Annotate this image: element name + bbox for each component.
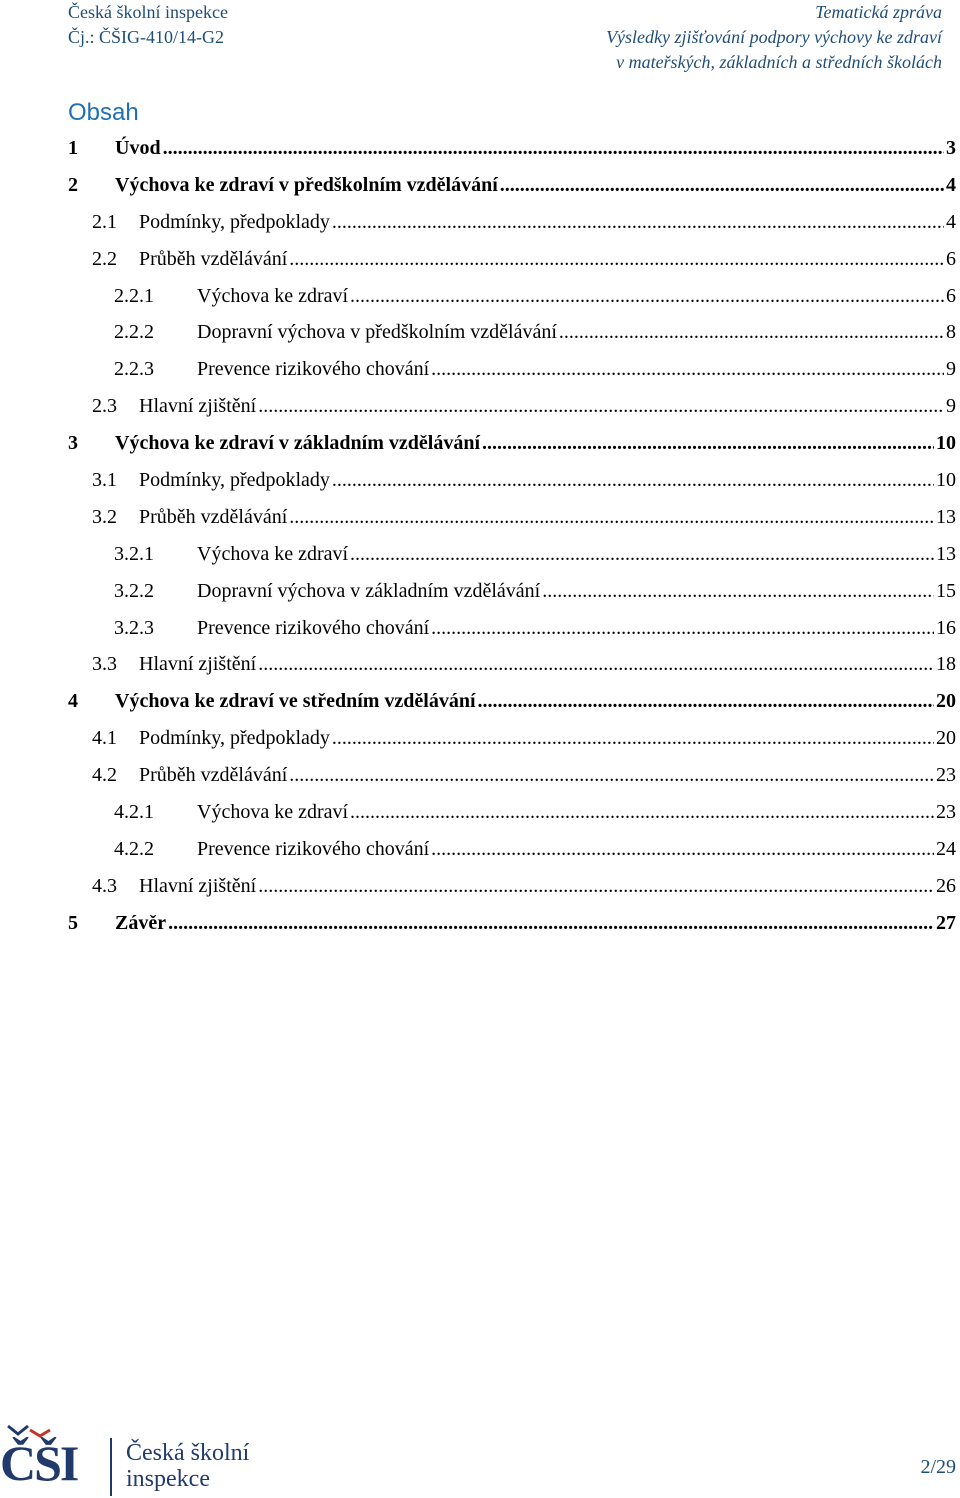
- toc-entry-number: 3.2.3: [114, 616, 154, 639]
- toc-entry-page: 9: [946, 395, 956, 418]
- toc-entry-title: Výchova ke zdraví: [197, 542, 349, 565]
- toc-entry[interactable]: [68, 794, 956, 831]
- toc-entry-number: 2.2: [92, 247, 117, 270]
- toc-entry[interactable]: [68, 610, 956, 647]
- csi-logo: [0, 1420, 270, 1498]
- toc-entry-leader: [500, 167, 944, 204]
- toc-entry-title: Hlavní zjištění: [139, 653, 257, 676]
- toc-entry-number: 2.2.2: [114, 321, 154, 344]
- toc-entry-page: 13: [936, 542, 956, 565]
- toc-entry-leader: [332, 204, 944, 241]
- toc-entry-title: Hlavní zjištění: [139, 395, 257, 418]
- toc-entry[interactable]: [68, 831, 956, 868]
- toc-entry-leader: [289, 499, 934, 536]
- toc-entry-number: 2.1: [92, 210, 117, 233]
- toc-entry-page: 9: [946, 358, 956, 381]
- header-right: [606, 0, 942, 75]
- toc-entry[interactable]: [68, 905, 956, 942]
- toc-entry-title: Výchova ke zdraví v předškolním vzdělávání: [115, 173, 498, 196]
- toc-entry-title: Výchova ke zdraví: [197, 801, 349, 824]
- toc-entry-number: 4.2.1: [114, 801, 154, 824]
- toc-entry-leader: [350, 536, 934, 573]
- toc-entry-number: 4.1: [92, 727, 117, 750]
- logo-letters: ČŠI: [0, 1435, 78, 1491]
- toc-entry[interactable]: [68, 351, 956, 388]
- toc-entry-number: 4: [68, 690, 78, 713]
- header-report-title-line2: v mateřských, základních a středních školách: [616, 52, 942, 72]
- toc-entry-page: 10: [936, 469, 956, 492]
- toc-entry-title: Dopravní výchova v předškolním vzdělávání: [197, 321, 557, 344]
- toc-entry-page: 13: [936, 505, 956, 528]
- toc-entry-leader: [332, 720, 934, 757]
- toc-entry[interactable]: [68, 388, 956, 425]
- toc-entry-number: 5: [68, 911, 78, 934]
- toc-entry-leader: [559, 314, 944, 351]
- toc-entry-number: 2: [68, 173, 78, 196]
- toc-entry-number: 3.3: [92, 653, 117, 676]
- toc-entry-page: 6: [946, 284, 956, 307]
- toc-entry-leader: [289, 757, 934, 794]
- toc-entry-title: Podmínky, předpoklady: [139, 210, 330, 233]
- toc-entry-title: Úvod: [115, 137, 161, 159]
- toc-entry[interactable]: [68, 757, 956, 794]
- toc-entry-page: 10: [936, 432, 956, 455]
- toc-entry[interactable]: [68, 646, 956, 683]
- toc-heading: Obsah: [68, 99, 139, 126]
- toc-entry[interactable]: [68, 536, 956, 573]
- toc-entry-page: 4: [946, 173, 956, 196]
- toc-entry-title: Hlavní zjištění: [139, 874, 257, 897]
- toc-entry[interactable]: [68, 130, 956, 167]
- toc-entry-title: Průběh vzdělávání: [139, 505, 288, 528]
- toc-entry[interactable]: [68, 278, 956, 315]
- toc-entry[interactable]: [68, 462, 956, 499]
- toc-entry-page: 23: [936, 801, 956, 824]
- toc-entry-number: 4.2: [92, 764, 117, 787]
- logo-text-line1: Česká školní: [126, 1440, 250, 1466]
- toc-entry-leader: [431, 351, 944, 388]
- toc-entry-title: Průběh vzdělávání: [139, 764, 288, 787]
- toc-entry-title: Podmínky, předpoklady: [139, 727, 330, 750]
- toc-entry-page: 4: [946, 210, 956, 233]
- toc-entry-number: 3.2.2: [114, 579, 154, 602]
- toc-entry-page: 23: [936, 764, 956, 787]
- toc-entry-leader: [478, 683, 934, 720]
- toc-entry[interactable]: [68, 573, 956, 610]
- toc-entry-page: 3: [946, 137, 956, 159]
- toc-entry-page: 20: [936, 690, 956, 713]
- toc-entry-title: Prevence rizikového chování: [197, 358, 430, 381]
- header-report-type: Tematická zpráva: [815, 2, 942, 22]
- toc-entry-number: 2.3: [92, 395, 117, 418]
- toc-entry-number: 4.3: [92, 874, 117, 897]
- toc-entry-number: 2.2.1: [114, 284, 154, 307]
- toc-entry-title: Prevence rizikového chování: [197, 616, 430, 639]
- toc-entry-title: Prevence rizikového chování: [197, 837, 430, 860]
- toc-entry-page: 26: [936, 874, 956, 897]
- toc-entry-page: 27: [936, 911, 956, 934]
- toc-entry[interactable]: [68, 314, 956, 351]
- toc-entry-page: 8: [946, 321, 956, 344]
- toc-entry-leader: [332, 462, 934, 499]
- toc-entry-page: 6: [946, 247, 956, 270]
- toc-entry-leader: [163, 130, 944, 167]
- toc-entry-number: 3.2.1: [114, 542, 154, 565]
- toc-entry-leader: [431, 610, 934, 647]
- logo-text-line2: inspekce: [126, 1466, 210, 1492]
- header-reference-number: Čj.: ČŠIG-410/14-G2: [68, 27, 225, 47]
- toc-entry-title: Výchova ke zdraví ve středním vzdělávání: [115, 690, 476, 713]
- toc-entry[interactable]: [68, 204, 956, 241]
- table-of-contents: [68, 130, 956, 942]
- toc-entry[interactable]: [68, 167, 956, 204]
- toc-entry-page: 15: [936, 579, 956, 602]
- toc-entry-number: 3: [68, 432, 78, 455]
- toc-entry-number: 3.2: [92, 505, 117, 528]
- toc-entry-leader: [168, 905, 934, 942]
- toc-entry-title: Průběh vzdělávání: [139, 247, 288, 270]
- toc-entry-title: Závěr: [115, 911, 167, 934]
- toc-entry-page: 18: [936, 653, 956, 676]
- toc-entry-leader: [482, 425, 934, 462]
- toc-entry-leader: [350, 794, 934, 831]
- toc-entry-number: 3.1: [92, 469, 117, 492]
- toc-entry[interactable]: [68, 499, 956, 536]
- toc-entry-title: Výchova ke zdraví: [197, 284, 349, 307]
- header-left: [68, 0, 228, 50]
- toc-entry-leader: [289, 241, 944, 278]
- toc-entry[interactable]: [68, 683, 956, 720]
- page-number: 2/29: [920, 1456, 956, 1478]
- logo-text: [126, 1440, 249, 1492]
- toc-entry-leader: [542, 573, 934, 610]
- toc-entry-title: Výchova ke zdraví v základním vzdělávání: [115, 432, 481, 455]
- toc-entry-leader: [350, 278, 944, 315]
- toc-entry[interactable]: [68, 720, 956, 757]
- toc-entry-leader: [258, 646, 934, 683]
- toc-entry-number: 1: [68, 137, 78, 159]
- toc-entry[interactable]: [68, 868, 956, 905]
- toc-entry[interactable]: [68, 425, 956, 462]
- toc-entry-page: 24: [936, 837, 956, 860]
- toc-entry-number: 4.2.2: [114, 837, 154, 860]
- toc-entry-title: Dopravní výchova v základním vzdělávání: [197, 579, 541, 602]
- header-org-name: Česká školní inspekce: [68, 2, 228, 22]
- toc-entry-page: 20: [936, 727, 956, 750]
- toc-entry-leader: [431, 831, 934, 868]
- header-report-title-line1: Výsledky zjišťování podpory výchovy ke zdraví: [606, 27, 942, 47]
- toc-entry-leader: [258, 868, 934, 905]
- logo-divider: [110, 1438, 112, 1496]
- toc-entry-leader: [258, 388, 944, 425]
- toc-entry-page: 16: [936, 616, 956, 639]
- toc-entry-title: Podmínky, předpoklady: [139, 469, 330, 492]
- toc-entry-number: 2.2.3: [114, 358, 154, 381]
- csi-logo-mark: [0, 1420, 95, 1498]
- toc-entry[interactable]: [68, 241, 956, 278]
